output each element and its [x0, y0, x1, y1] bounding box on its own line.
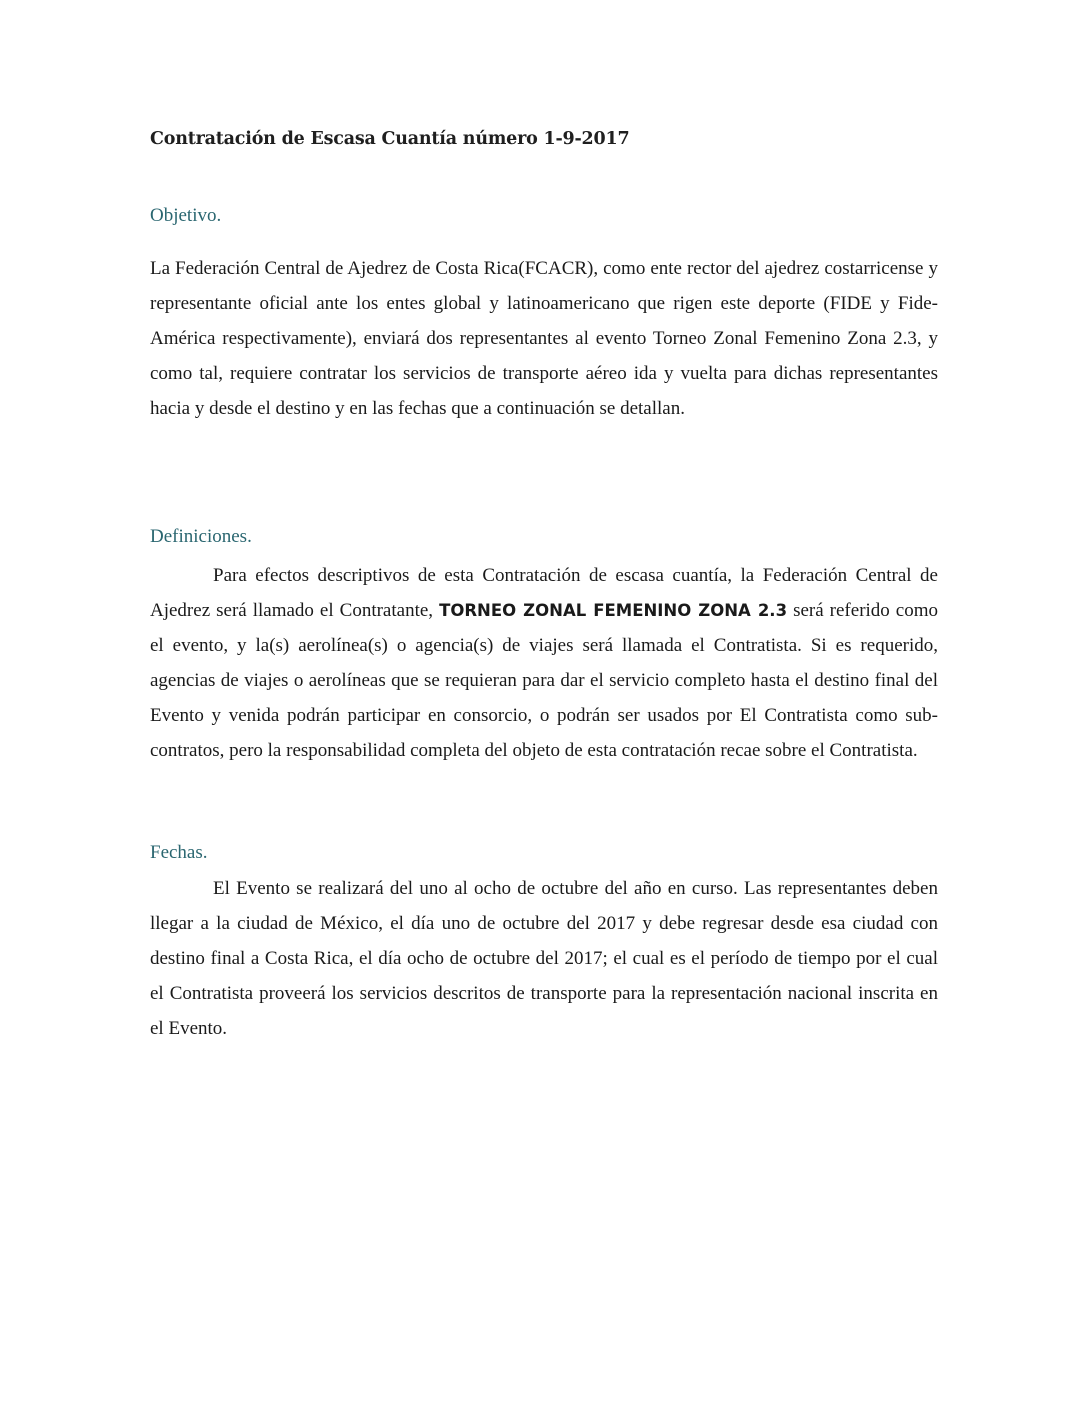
paragraph-objetivo: La Federación Central de Ajedrez de Costa Rica(FCACR), como ente rector del ajedrez costarricense y representante oficial ante los entes global y latinoamericano que rigen este deporte (FIDE y Fide-América respectivamente), enviará dos representantes al evento Torneo Zonal Femenino Zona 2.3, y como tal, requiere contratar los servicios de transporte aéreo ida y vuelta para dichas representantes hacia y desde el destino y en las fechas que a continuación se detallan. — [150, 258, 938, 419]
section-heading-definiciones: Definiciones. — [150, 526, 252, 547]
event-name: TORNEO ZONAL FEMENINO ZONA 2.3 — [439, 601, 788, 620]
definiciones-text-before: Para efectos descriptivos de esta Contratación de escasa cuantía, la Federación Central de Ajedrez será llamado el Contratante, — [150, 565, 938, 621]
section-heading-fechas: Fechas. — [150, 842, 208, 863]
paragraph-definiciones — [150, 558, 938, 768]
definiciones-text-after: será referido como el evento, y la(s) aerolínea(s) o agencia(s) de viajes será llamada el Contratista. Si es requerido, agencias de viajes o aerolíneas que se requieran para dar el servicio completo hasta el destino final del Evento y venida podrán participar en consorcio, o podrán ser usados por El Contratista como sub-contratos, pero la responsabilidad completa del objeto de esta contratación recae sobre el Contratista. — [150, 600, 939, 761]
document-title: Contratación de Escasa Cuantía número 1-9-2017 — [150, 129, 630, 149]
section-heading-objetivo: Objetivo. — [150, 205, 222, 226]
paragraph-fechas: El Evento se realizará del uno al ocho de octubre del año en curso. Las representantes deben llegar a la ciudad de México, el día uno de octubre del 2017 y debe regresar desde esa ciudad con destino final a Costa Rica, el día ocho de octubre del 2017; el cual es el período de tiempo por el cual el Contratista proveerá los servicios descritos de transporte para la representación nacional inscrita en el Evento. — [150, 878, 938, 1039]
